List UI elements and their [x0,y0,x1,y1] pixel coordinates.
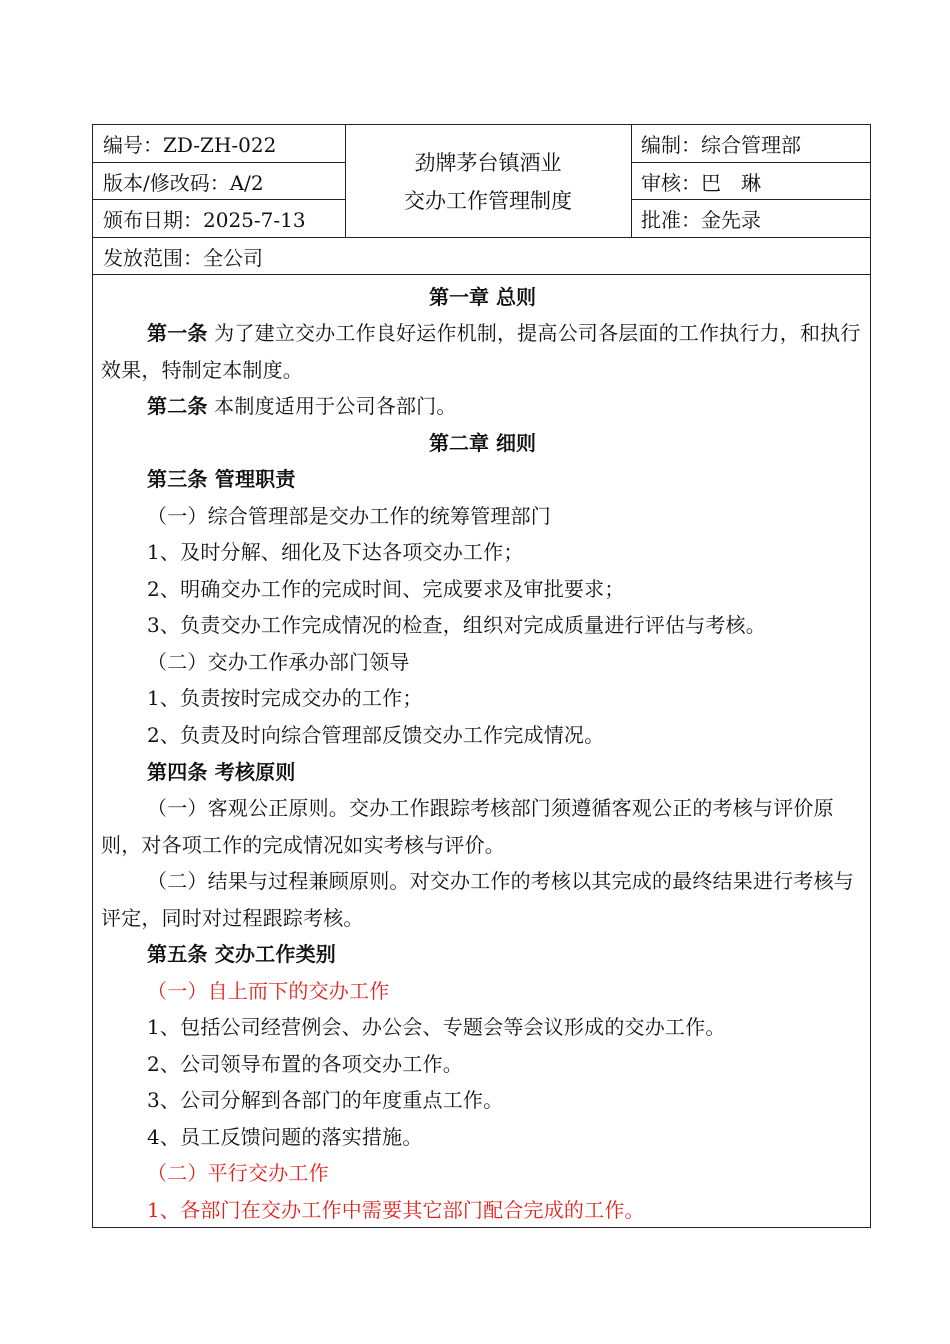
article-4-item: （一）客观公正原则。交办工作跟踪考核部门须遵循客观公正的考核与评价原则，对各项工作的完成情况如实考核与评价。 [101,796,834,857]
header-row-line-r2 [631,199,871,200]
doc-version: 版本/修改码：A/2 [103,171,264,195]
article-3-item: 1、及时分解、细化及下达各项交办工作； [147,540,524,564]
doc-number: 编号：ZD-ZH-022 [103,133,277,157]
distribution-scope: 发放范围：全公司 [103,246,263,270]
article-4-heading: 第四条 考核原则 [147,760,296,784]
article-5-subsection-2: （二）平行交办工作 [147,1161,329,1185]
article-2-label: 第二条 [147,394,208,418]
article-5-item: 2、公司领导布置的各项交办工作。 [147,1052,463,1076]
article-5-sub2-item: 1、各部门在交办工作中需要其它部门配合完成的工作。 [147,1198,645,1222]
reviewed-by: 审核：巴 琳 [641,171,761,195]
chapter-2-heading: 第二章 细则 [429,431,536,455]
document-frame [92,124,871,1228]
header-bottom-line [93,237,871,238]
article-1-text: 为了建立交办工作良好运作机制，提高公司各层面的工作执行力，和执行效果，特制定本制度。 [101,321,861,382]
article-5-item: 4、员工反馈问题的落实措施。 [147,1125,423,1149]
scope-bottom-line [93,274,871,275]
header-row-line-2 [93,199,345,200]
article-1 [101,315,861,388]
article-1-label: 第一条 [147,321,208,345]
article-5-subsection-1: （一）自上而下的交办工作 [147,979,390,1003]
document-title: 交办工作管理制度 [404,189,572,213]
header-divider-left [345,125,346,237]
article-2-text: 本制度适用于公司各部门。 [207,394,457,418]
article-3-item: 3、负责交办工作完成情况的检查，组织对完成质量进行评估与考核。 [147,613,766,637]
article-3-item: （二）交办工作承办部门领导 [147,650,410,674]
article-3-item: 2、明确交办工作的完成时间、完成要求及审批要求； [147,577,625,601]
article-3-item: 2、负责及时向综合管理部反馈交办工作完成情况。 [147,723,605,747]
header-divider-right [631,125,632,237]
article-3-item: 1、负责按时完成交办的工作； [147,686,423,710]
chapter-1-heading: 第一章 总则 [429,285,536,309]
article-3-item: （一）综合管理部是交办工作的统筹管理部门 [147,504,551,528]
header-row-line-r1 [631,162,871,163]
article-5-item: 1、包括公司经营例会、办公会、专题会等会议形成的交办工作。 [147,1015,726,1039]
approved-by: 批准：金先录 [641,208,761,232]
prepared-by: 编制：综合管理部 [641,133,801,157]
issue-date: 颁布日期：2025-7-13 [103,208,306,232]
company-name: 劲牌茅台镇酒业 [414,151,562,175]
article-3-heading: 第三条 管理职责 [147,467,296,491]
article-2 [101,388,861,425]
article-4-item: （二）结果与过程兼顾原则。对交办工作的考核以其完成的最终结果进行考核与评定，同时对过程跟踪考核。 [101,869,854,930]
article-5-heading: 第五条 交办工作类别 [147,942,336,966]
header-row-line-1 [93,162,345,163]
article-5-item: 3、公司分解到各部门的年度重点工作。 [147,1088,504,1112]
